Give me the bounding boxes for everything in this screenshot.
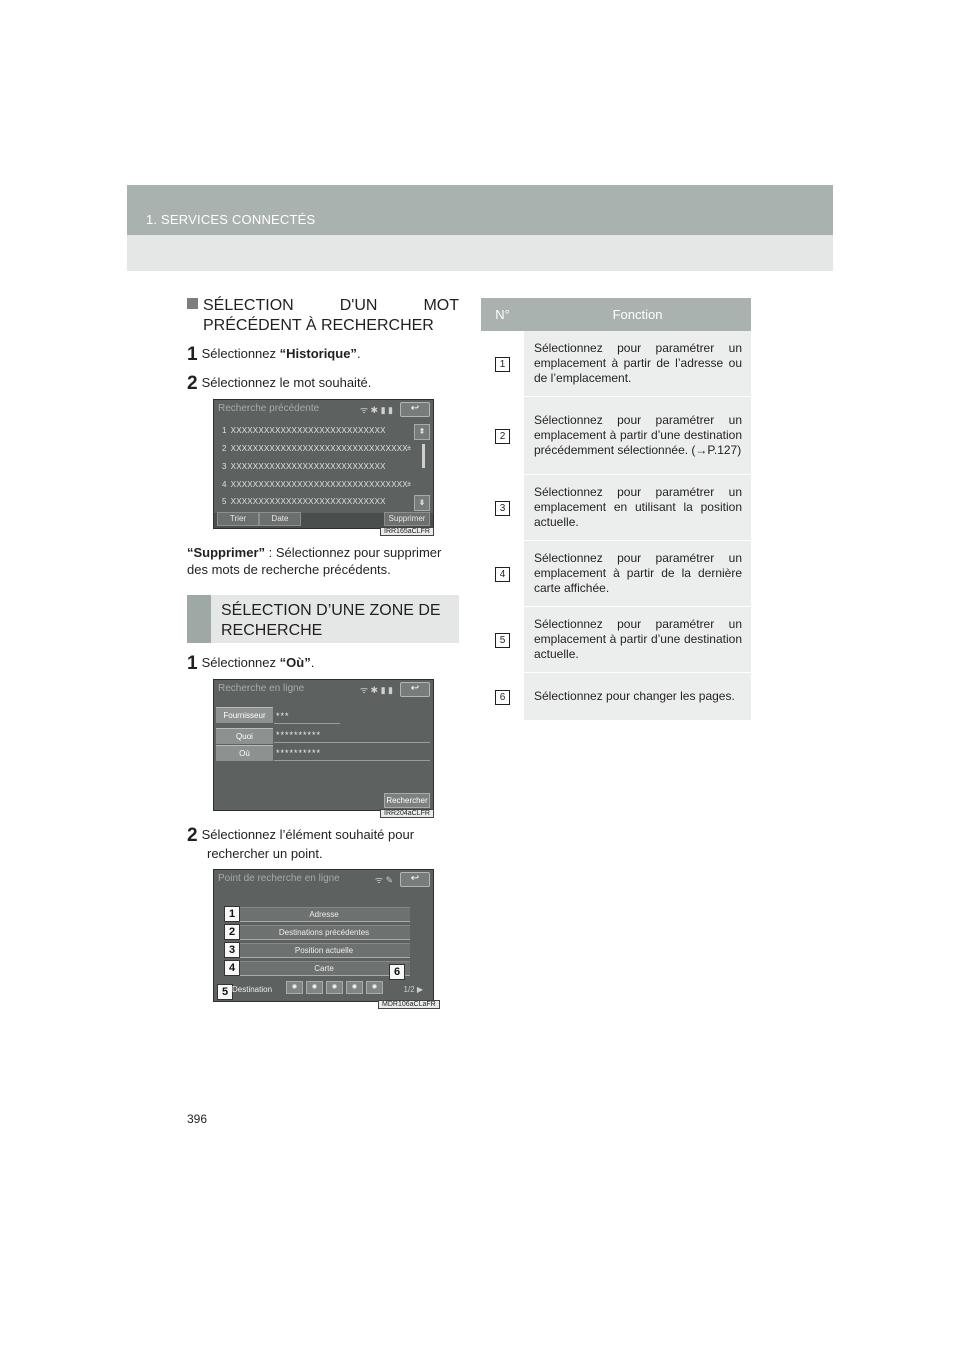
back-button[interactable]: ↩ (400, 402, 430, 417)
section-heading-1: SÉLECTION D'UN MOT PRÉCÉDENT À RECHERCHER (187, 296, 459, 336)
screen-recherche-en-ligne: Recherche en ligne ᯤ ✱ ▮ ▮ ↩ Fournisseur *** Quoi ********** Où ********** Rechercher (213, 679, 434, 811)
table-row: 4 Sélectionnez pour paramétrer un emplacement à partir de la dernière carte affichée. (481, 541, 751, 607)
col-function-header: Fonction (524, 298, 751, 331)
row-marker-icon: ± (407, 445, 411, 452)
destination-icon[interactable]: ◉ (286, 981, 303, 994)
callout-5: 5 (217, 984, 233, 1000)
table-row: 1 Sélectionnez pour paramétrer un emplacement à partir de l’adresse ou de l’emplacement. (481, 331, 751, 397)
screen-point-de-recherche: Point de recherche en ligne ᯤ ✎ ↩ Adresse Destinations précédentes Position actuelle Carte 1 2 3 4 5 6 Destination ◉ ◉ ◉ ◉ ◉ 1/2 ▶ (213, 869, 434, 1002)
back-button[interactable]: ↩ (400, 682, 430, 697)
history-row[interactable]: 4 XXXXXXXXXXXXXXXXXXXXXXXXXXXXXXXX (222, 480, 408, 489)
header-bar (127, 185, 833, 235)
header-subbar (127, 235, 833, 271)
table-row: 3 Sélectionnez pour paramétrer un emplacement en utilisant la position actuelle. (481, 475, 751, 541)
function-table (481, 298, 751, 721)
callout-2: 2 (224, 924, 240, 940)
section-title: 1. SERVICES CONNECTÉS (146, 212, 316, 227)
scrollbar[interactable] (422, 444, 425, 468)
back-button[interactable]: ↩ (400, 872, 430, 887)
figure-code: IRR165aCLFR (380, 527, 434, 536)
date-button[interactable]: Date (259, 512, 301, 526)
search-button[interactable]: Rechercher (384, 793, 430, 808)
step-2-select-item: 2 Sélectionnez l’élément souhaité pour rechercher un point. (187, 825, 415, 861)
status-icons: ᯤ ✱ ▮ ▮ (359, 685, 393, 695)
col-number-header: N° (481, 298, 524, 331)
where-button[interactable]: Où (216, 745, 273, 761)
page-indicator[interactable]: 1/2 ▶ (403, 985, 423, 994)
history-row[interactable]: 5 XXXXXXXXXXXXXXXXXXXXXXXXXXXX (222, 497, 386, 506)
where-value: ********** (276, 748, 322, 758)
table-row: 5 Sélectionnez pour paramétrer un emplacement à partir d’une destination actuelle. (481, 607, 751, 673)
scroll-down-button[interactable]: ⇟ (414, 495, 430, 511)
section-heading-2: SÉLECTION D’UNE ZONE DE RECHERCHE (187, 595, 459, 643)
option-adresse[interactable]: Adresse (238, 907, 410, 922)
destination-label: Destination (232, 985, 273, 994)
table-row: 2 Sélectionnez pour paramétrer un emplacement à partir d’une destination précédemment sélectionnée. (→P.127) (481, 397, 751, 475)
status-icons: ᯤ ✱ ▮ ▮ (359, 405, 393, 415)
scroll-up-button[interactable]: ⇞ (414, 424, 430, 440)
page-number: 396 (187, 1112, 208, 1126)
destination-icon[interactable]: ◉ (326, 981, 343, 994)
sort-button[interactable]: Trier (217, 512, 259, 526)
step-1-historique: 1 Sélectionnez “Historique”. (187, 344, 361, 365)
row-marker-icon: ± (407, 481, 411, 488)
option-destinations-precedentes[interactable]: Destinations précédentes (238, 925, 410, 940)
provider-button[interactable]: Fournisseur (216, 707, 273, 723)
screen-recherche-precedente: Recherche précédente ᯤ ✱ ▮ ▮ ↩ 1 XXXXXXXXXXXXXXXXXXXXXXXXXXXX 2 XXXXXXXXXXXXXXXXXXXXXXXXXXXXXXXX 3 XXXXXXXXXXXXXXXXXXXXXXXXXXXX 4 XXXXXXXXXXXXXXXXXXXXXXXXXXXXXXXX 5 XXXXXXXXXXXXXXXXXXXXXXXXXXXX ± ± ⇞ ⇟ Trier Date Supprimer (213, 399, 434, 529)
figure-code: IRR204aCLFR (380, 809, 434, 818)
callout-6: 6 (389, 964, 405, 980)
destination-icon[interactable]: ◉ (346, 981, 363, 994)
destination-icon[interactable]: ◉ (306, 981, 323, 994)
what-button[interactable]: Quoi (216, 728, 273, 744)
step-2-select-word: 2 Sélectionnez le mot souhaité. (187, 373, 372, 394)
callout-4: 4 (224, 960, 240, 976)
callout-1: 1 (224, 906, 240, 922)
square-bullet-icon (187, 298, 198, 309)
delete-button[interactable]: Supprimer (384, 512, 430, 526)
step-1-ou: 1 Sélectionnez “Où”. (187, 653, 315, 674)
destination-icon[interactable]: ◉ (366, 981, 383, 994)
history-row[interactable]: 1 XXXXXXXXXXXXXXXXXXXXXXXXXXXX (222, 426, 386, 435)
what-value: ********** (276, 730, 322, 740)
status-icons: ᯤ ✎ (374, 875, 393, 885)
figure-code: MDR106aCLaFR (378, 1000, 440, 1009)
history-row[interactable]: 2 XXXXXXXXXXXXXXXXXXXXXXXXXXXXXXXX (222, 444, 408, 453)
provider-value: *** (276, 711, 290, 721)
supprimer-note: “Supprimer” : Sélectionnez pour supprimer des mots de recherche précédents. (187, 545, 442, 577)
callout-3: 3 (224, 942, 240, 958)
table-row: 6 Sélectionnez pour changer les pages. (481, 673, 751, 721)
option-carte[interactable]: Carte (238, 961, 410, 976)
history-row[interactable]: 3 XXXXXXXXXXXXXXXXXXXXXXXXXXXX (222, 462, 386, 471)
option-position-actuelle[interactable]: Position actuelle (238, 943, 410, 958)
